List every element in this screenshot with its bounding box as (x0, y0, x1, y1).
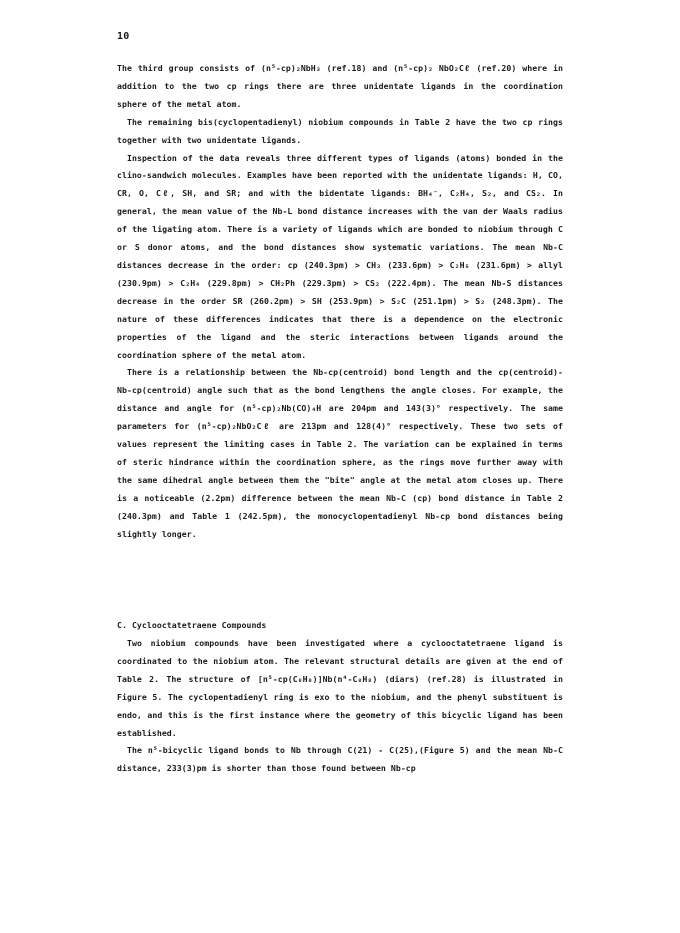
body-text-bottom (117, 617, 563, 778)
section-heading: C. Cyclooctatetraene Compounds (117, 620, 267, 630)
paragraph-relationship: There is a relationship between the Nb-cp(centroid) bond length and the cp(centroid)-Nb-cp(centroid) angle such that as the bond lengthens the angle closes. For example, the distance and angle for (n⁵-cp)₂Nb(CO)₄H are 204pm and 143(3)° respectively. The same parameters for (n⁵-cp)₂NbO₂Cℓ are 213pm and 128(4)° respectively. These two sets of values represent the limiting cases in Table 2. The variation can be explained in terms of steric hindrance within the coordination sphere, as the rings move further away with the same dihedral angle between them the "bite" angle at the metal atom closes up. There is a noticeable (2.2pm) difference between the mean Nb-C (cp) bond distance in Table 2 (240.3pm) and Table 1 (242.5pm), the monocyclopentadienyl Nb-cp bond distances being slightly longer. (117, 367, 563, 539)
body-text-top (117, 60, 563, 543)
paragraph-inspection: Inspection of the data reveals three different types of ligands (atoms) bonded in the clino-sandwich molecules. Examples have been reported with the unidentate ligands: H, CO, CR, O, Cℓ, SH, and SR; and with the bidentate ligands: BH₄⁻, C₂H₄, S₂, and CS₂. In general, the mean value of the Nb-L bond distance increases with the van der Waals radius of the ligating atom. There is a variety of ligands which are bonded to niobium through C or S donor atoms, and the bond distances show systematic variations. The mean Nb-C distances decrease in the order: cp (240.3pm) > CH₃ (233.6pm) > C₂H₅ (231.6pm) > allyl (230.9pm) > C₂H₄ (229.8pm) > CH₂Ph (229.3pm) > CS₂ (222.4pm). The mean Nb-S distances decrease in the order SR (260.2pm) > SH (253.9pm) > S₂C (251.1pm) > S₂ (248.3pm). The nature of these differences indicates that there is a dependence on the electronic properties of the ligand and the steric interactions between ligands around the coordination sphere of the metal atom. (117, 152, 563, 360)
paragraph-cyclooctatetraene: Two niobium compounds have been investigated where a cyclooctatetraene ligand is coordinated to the niobium atom. The relevant structural details are given at the end of Table 2. The structure of [n⁵-cp(C₈H₈)]Nb(n⁴-C₈H₈) (diars) (ref.28) is illustrated in Figure 5. The cyclopentadienyl ring is exo to the niobium, and the phenyl substituent is endo, and this is the first instance where the geometry of this bicyclic ligand has been established. (117, 638, 563, 738)
paragraph-third-group: The third group consists of (n⁵-cp)₂NbH₃ (ref.18) and (n⁵-cp)₂ NbO₂Cℓ (ref.20) where in addition to the two cp rings there are three unidentate ligands in the coordination sphere of the metal atom. (117, 63, 563, 109)
page-number: 10 (117, 31, 130, 42)
paragraph-bicyclic-ligand: The n⁵-bicyclic ligand bonds to Nb through C(21) - C(25),(Figure 5) and the mean Nb-C distance, 233(3)pm is shorter than those found between Nb-cp (117, 745, 563, 774)
paragraph-remaining-compounds: The remaining bis(cyclopentadienyl) niobium compounds in Table 2 have the two cp rings together with two unidentate ligands. (117, 116, 563, 145)
